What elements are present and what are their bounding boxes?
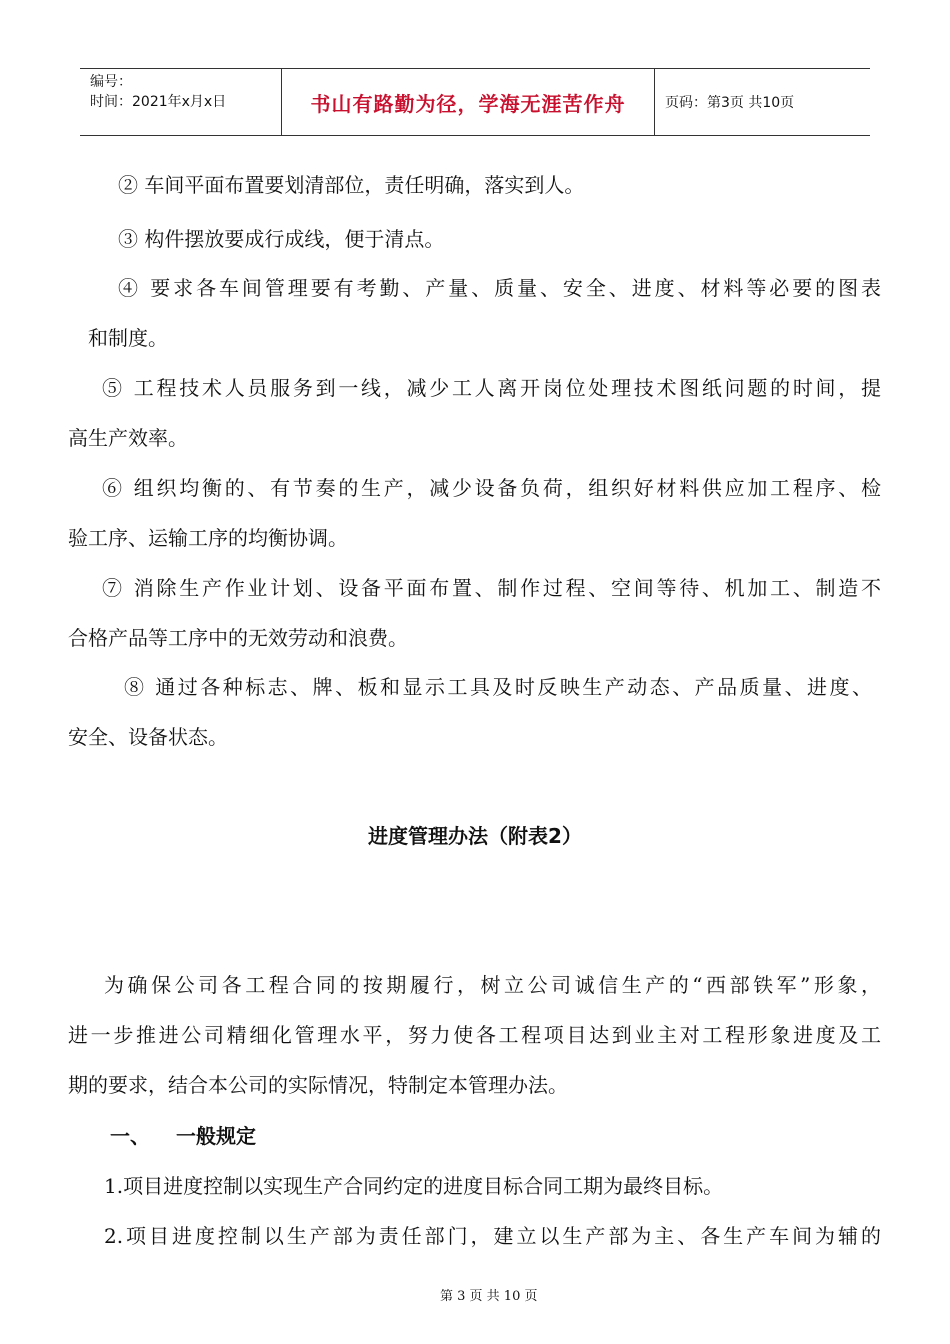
page-header [80, 68, 870, 136]
header-motto: 书山有路勤为径，学海无涯苦作舟 [282, 69, 655, 135]
document-number-label: 编号： [90, 74, 132, 90]
intro-line1: 为确保公司各工程合同的按期履行，树立公司诚信生产的“西部铁军”形象， [104, 973, 881, 997]
list-item-5-line2: 高生产效率。 [68, 426, 188, 450]
list-item-4-line2: 和制度。 [88, 326, 168, 350]
list-item-6-line2: 验工序、运输工序的均衡协调。 [68, 526, 348, 550]
subsection-title: 一般规定 [176, 1124, 256, 1148]
list-item-6-line1: ⑥ 组织均衡的、有节奏的生产，减少设备负荷，组织好材料供应加工程序、检 [102, 476, 881, 500]
list-item-3: ③ 构件摆放要成行成线，便于清点。 [118, 227, 445, 251]
list-item-8-line2: 安全、设备状态。 [68, 725, 228, 749]
intro-line3: 期的要求，结合本公司的实际情况，特制定本管理办法。 [68, 1073, 568, 1097]
list-item-7-line1: ⑦ 消除生产作业计划、设备平面布置、制作过程、空间等待、机加工、制造不 [102, 576, 881, 600]
header-page-number: 页码：第3页 共10页 [665, 95, 795, 111]
subsection-number: 一、 [110, 1124, 150, 1148]
list-item-4-line1: ④ 要求各车间管理要有考勤、产量、质量、安全、进度、材料等必要的图表 [118, 276, 881, 300]
list-item-8-line1: ⑧ 通过各种标志、牌、板和显示工具及时反映生产动态、产品质量、进度、 [124, 675, 872, 699]
list-item-5-line1: ⑤ 工程技术人员服务到一线，减少工人离开岗位处理技术图纸问题的时间，提 [102, 376, 881, 400]
rule-2: 2.项目进度控制以生产部为责任部门，建立以生产部为主、各生产车间为辅的 [104, 1224, 881, 1248]
header-meta [80, 69, 282, 135]
page-footer: 第 3 页 共 10 页 [440, 1289, 538, 1304]
document-date-label: 时间：2021年x月x日 [90, 94, 227, 110]
list-item-7-line2: 合格产品等工序中的无效劳动和浪费。 [68, 626, 408, 650]
rule-1: 1.项目进度控制以实现生产合同约定的进度目标合同工期为最终目标。 [104, 1174, 724, 1198]
list-item-2: ② 车间平面布置要划清部位，责任明确，落实到人。 [118, 173, 585, 197]
subsection-heading [110, 1114, 256, 1158]
section-title: 进度管理办法（附表2） [368, 824, 582, 848]
intro-line2: 进一步推进公司精细化管理水平，努力使各工程项目达到业主对工程形象进度及工 [68, 1023, 881, 1047]
